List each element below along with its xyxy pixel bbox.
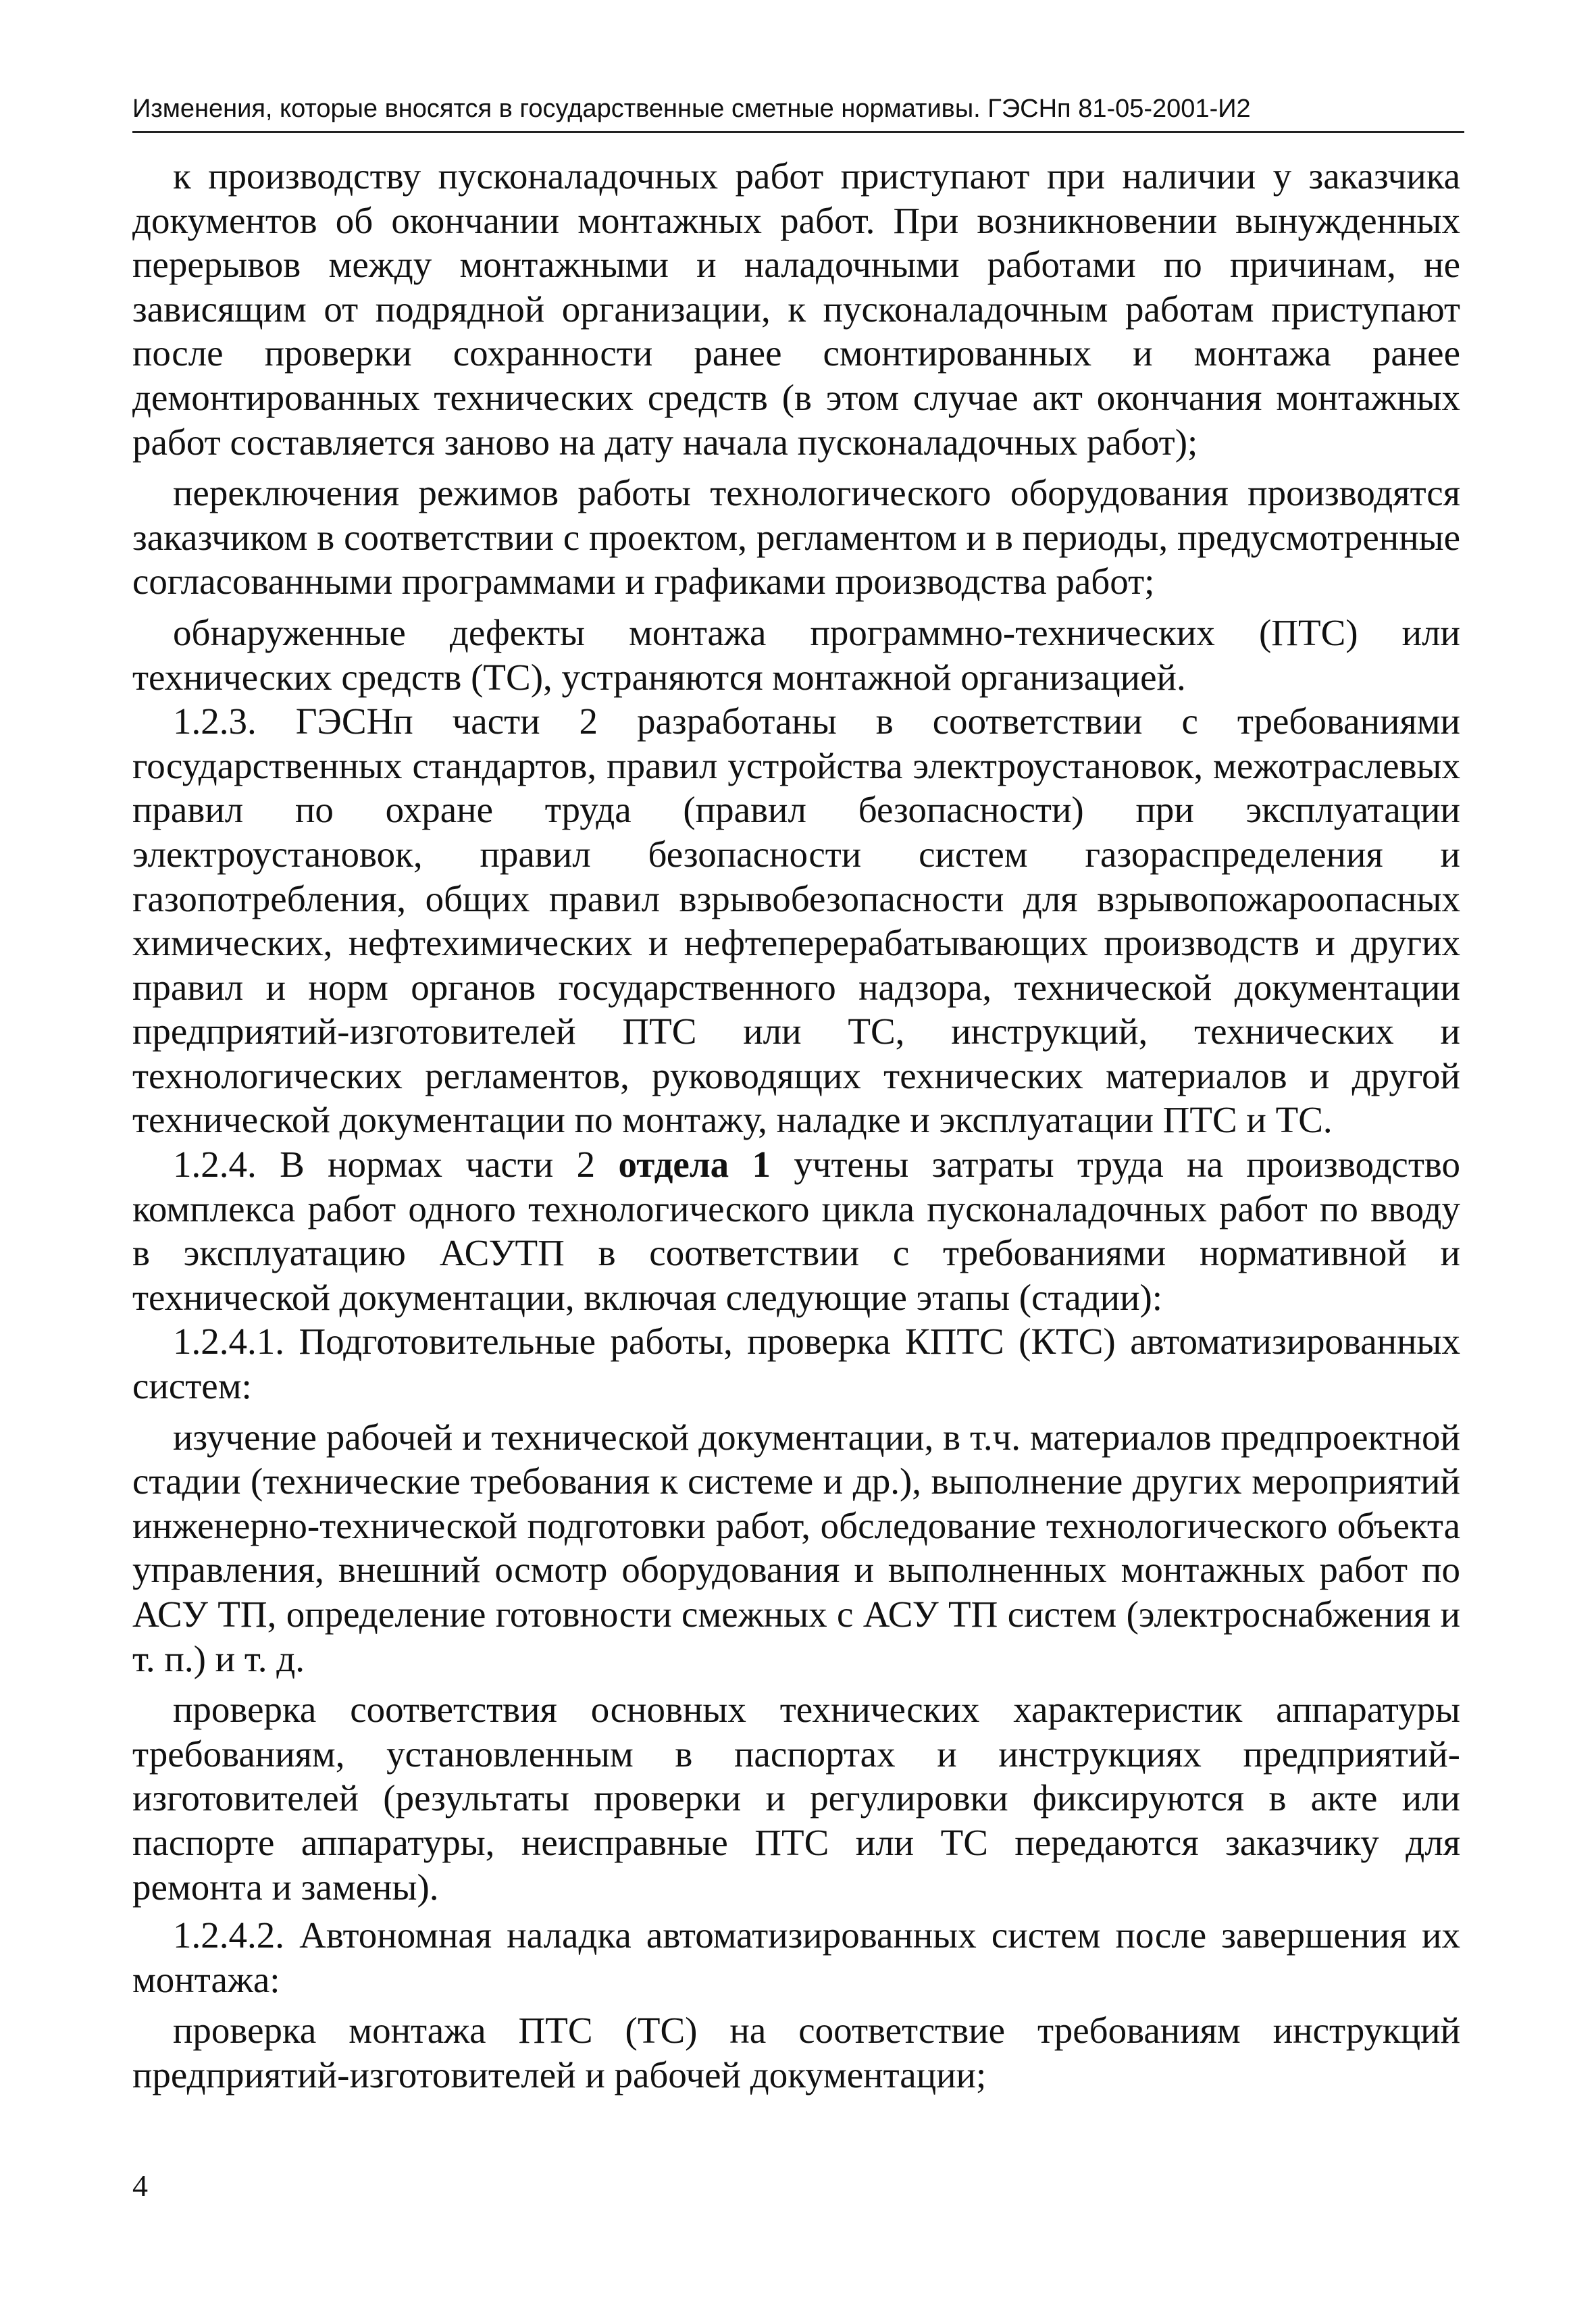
paragraph-characteristics-check: проверка соответствия основных технических характеристик аппаратуры требованиям, установленным в паспортах и инструкциях предприятий-изготовителей (результаты проверки и регулировки фиксируются в акте или паспорте аппаратуры, неисправные ПТС или ТС передаются заказчику для ремонта и замены). <box>132 1689 1460 1908</box>
paragraph-mode-switching: переключения режимов работы технологического оборудования производятся заказчиком в соответствии с проектом, регламентом и в периоды, предусмотренные согласованными программами и графиками производства работ; <box>132 472 1460 603</box>
running-header: Изменения, которые вносятся в государственные сметные нормативы. ГЭСНп 81-05-2001-И2 <box>132 93 1464 133</box>
paragraph-1-2-4 <box>132 1142 1460 1319</box>
document-body <box>132 154 1460 2098</box>
paragraph-1-2-4-1: 1.2.4.1. Подготовительные работы, проверка КПТС (КТС) автоматизированных систем: <box>132 1321 1460 1407</box>
paragraph-1-2-4-rest: учтены затраты труда на производство комплекса работ одного технологического цикла пусконаладочных работ по вводу в эксплуатацию АСУТП в соответствии с требованиями нормативной и технической документации, включая следующие этапы (стадии): <box>132 1144 1460 1318</box>
paragraph-start-work: к производству пусконаладочных работ приступают при наличии у заказчика документов об окончании монтажных работ. При возникновении вынужденных перерывов между монтажными и наладочными работами по причинам, не зависящим от подрядной организации, к пусконаладочным работам приступают после проверки сохранности ранее смонтированных и монтажа ранее демонтированных технических средств (в этом случае акт окончания монтажных работ составляется заново на дату начала пусконаладочных работ); <box>132 155 1460 463</box>
paragraph-1-2-4-lead: 1.2.4. В нормах части 2 <box>173 1144 619 1186</box>
paragraph-defects: обнаруженные дефекты монтажа программно-технических (ПТС) или технических средств (ТС), устраняются монтажной организацией. <box>132 611 1460 698</box>
paragraph-1-2-4-2: 1.2.4.2. Автономная наладка автоматизированных систем после завершения их монтажа: <box>132 1914 1460 2000</box>
paragraph-installation-check: проверка монтажа ПТС (ТС) на соответствие требованиям инструкций предприятий-изготовителей и рабочей документации; <box>132 2010 1460 2095</box>
department-emphasis: отдела 1 <box>618 1144 771 1186</box>
page-number: 4 <box>132 2168 148 2203</box>
paragraph-1-2-3: 1.2.3. ГЭСНп части 2 разработаны в соответствии с требованиями государственных стандартов, правил устройства электроустановок, межотраслевых правил по охране труда (правил безопасности) при эксплуатации электроустановок, правил безопасности систем газораспределения и газопотребления, общих правил взрывобезопасности для взрывопожароопасных химических, нефтехимических и нефтеперерабатывающих производств и других правил и норм органов государственного надзора, технической документации предприятий-изготовителей ПТС или ТС, инструкций, технических и технологических регламентов, руководящих технических материалов и другой технической документации по монтажу, наладке и эксплуатации ПТС и ТС. <box>132 701 1460 1141</box>
paragraph-documentation-study: изучение рабочей и технической документации, в т.ч. материалов предпроектной стадии (технические требования к системе и др.), выполнение других мероприятий инженерно-технической подготовки работ, обследование технологического объекта управления, внешний осмотр оборудования и выполненных монтажных работ по АСУ ТП, определение готовности смежных с АСУ ТП систем (электроснабжения и т. п.) и т. д. <box>132 1416 1460 1679</box>
